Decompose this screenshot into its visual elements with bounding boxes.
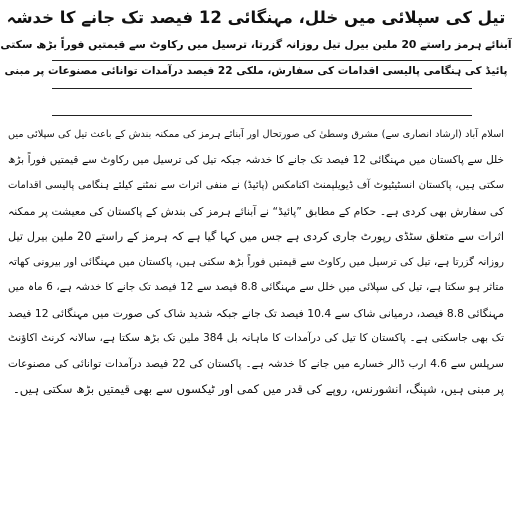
headline-divider-3 xyxy=(52,115,472,116)
sub-headline-2: پائیڈ کی ہنگامی پالیسی اقدامات کی سفارش، ملکی 22 فیصد درآمدات توانائی مصنوعات پر مبنی xyxy=(4,65,508,77)
body-line: تک بھی جاسکتی ہے۔ پاکستان کا تیل کی درآمدات کا ماہانہ بل 384 ملین تک بڑھ سکتا ہے، سالانہ کرنٹ اکاؤنٹ xyxy=(8,332,504,344)
sub-headline-1: آبنائے ہرمز راستے 20 ملین بیرل تیل روزانہ گزرتا، ترسیل میں رکاوٹ سے قیمتیں فوراً بڑھ سکتی xyxy=(0,38,512,51)
body-line: مہنگائی 8.8 فیصد، درمیانی شاک سے 10.4 فیصد تک جانے جبکہ شدید شاک کی صورت میں مہنگائی 12 فیصد xyxy=(8,306,504,320)
body-line: کی سفارش بھی کردی ہے۔ حکام کے مطابق ”پائیڈ“ نے آبنائے ہرمز کی بندش کے پاکستان کی معیشت پر ممکنہ xyxy=(8,204,504,218)
body-line: متاثر ہو سکتا ہے، تیل کی سپلائی میں خلل سے مہنگائی 8.8 فیصد سے 12 فیصد تک جانے کا خدشہ ہے، 6 ماہ میں xyxy=(8,281,504,293)
body-line: روزانہ گزرتا ہے، تیل کی ترسیل میں رکاوٹ سے قیمتیں فوراً بڑھ سکتی ہیں، پاکستان میں مہنگائی اور بیرونی کھاتہ xyxy=(8,255,504,268)
body-line-last: پر مبنی ہیں، شپنگ، انشورنس، روپے کی قدر میں کمی اور ٹیکسوں سے بھی قیمتیں بڑھ سکتی ہیں۔ xyxy=(12,382,504,396)
main-headline: تیل کی سپلائی میں خلل، مہنگائی 12 فیصد تک جانے کا خدشہ xyxy=(6,8,506,27)
headline-divider-1 xyxy=(52,60,472,61)
body-line: سرپلس سے 4.6 ارب ڈالر خسارے میں جانے کا خدشہ ہے۔ پاکستان کی 22 فیصد درآمدات توانائی کی مصنوعات xyxy=(8,357,504,370)
headline-block xyxy=(0,4,512,85)
body-line: اسلام آباد (ارشاد انصاری سے) مشرق وسطیٰ کی صورتحال اور آبنائے ہرمز کی ممکنہ بندش کے باعث تیل کی سپلائی میں xyxy=(8,129,504,140)
headline-divider-2 xyxy=(52,88,472,89)
body-line: اثرات سے متعلق سٹڈی رپورٹ جاری کردی ہے جس میں کہا گیا ہے کہ ہرمز کے راستے 20 ملین بیرل تیل xyxy=(8,230,504,243)
body-line: سکتی ہیں، پاکستان انسٹیٹیوٹ آف ڈیویلپمنٹ اکنامکس (پائیڈ) نے منفی اثرات سے نمٹنے کیلئے ہنگامی پالیسی اقدامات xyxy=(8,180,504,191)
article-body xyxy=(8,122,504,403)
body-line: خلل سے پاکستان میں مہنگائی 12 فیصد تک جانے کا خدشہ جبکہ تیل کی ترسیل میں رکاوٹ سے قیمتیں فوراً بڑھ xyxy=(8,153,504,166)
